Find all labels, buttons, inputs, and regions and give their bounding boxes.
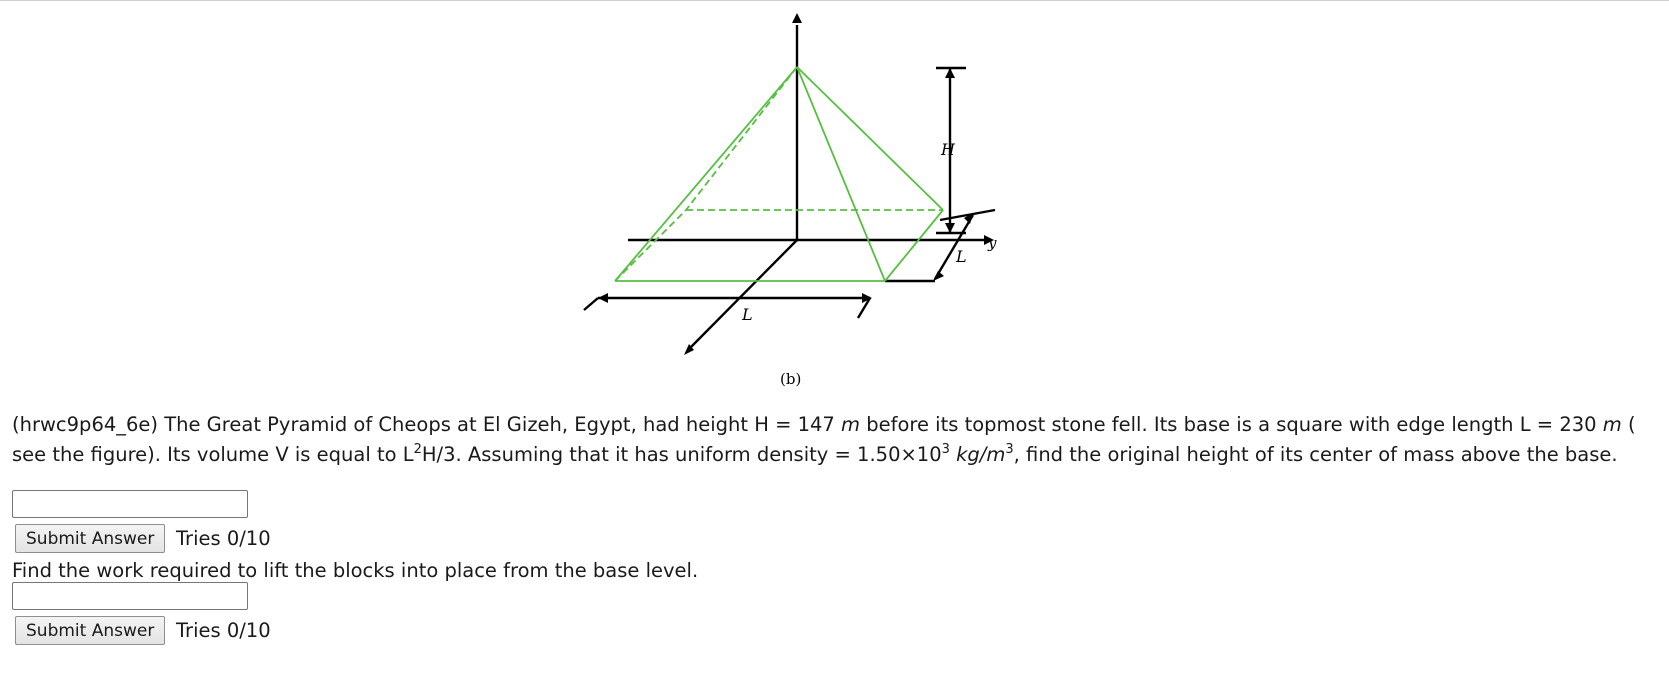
pyramid-diagram bbox=[575, 8, 1015, 400]
superscript: 3 bbox=[1005, 441, 1014, 457]
figure-caption: (b) bbox=[780, 370, 802, 388]
tries-counter-1: Tries 0/10 bbox=[176, 527, 271, 550]
problem-text-part: H/3. Assuming that it has uniform density = 1.50×10 bbox=[421, 443, 942, 466]
pyramid-edge-front-right bbox=[797, 67, 885, 281]
answer-input-2[interactable] bbox=[12, 582, 248, 610]
pyramid-edge-front-left bbox=[615, 67, 797, 281]
x-axis-line bbox=[690, 240, 797, 348]
front-dim-arrow-left bbox=[598, 293, 608, 303]
submit-answer-button-1[interactable]: Submit Answer bbox=[15, 524, 165, 553]
side-dim-arrow-bottom bbox=[933, 271, 944, 281]
unit-density: kg/m bbox=[956, 443, 1006, 466]
submit-answer-button-2[interactable]: Submit Answer bbox=[15, 616, 165, 645]
label-y-axis: y bbox=[988, 234, 997, 252]
pyramid-figure bbox=[575, 8, 1015, 400]
superscript: 3 bbox=[941, 441, 950, 457]
problem-text-part: , find the original height of its center of mass above the base. bbox=[1013, 443, 1618, 466]
unit-meter: m bbox=[841, 413, 861, 436]
label-length-front: L bbox=[742, 305, 753, 324]
z-arrowhead bbox=[792, 13, 802, 23]
problem-text bbox=[12, 410, 1652, 470]
problem-text-part: before its topmost stone fell. Its base is a square with edge length L = 230 bbox=[860, 413, 1603, 436]
unit-meter: m bbox=[1602, 413, 1622, 436]
problem-text-part: ( see the figure). Its volume V is equal to L bbox=[12, 413, 1636, 466]
pyramid-edge-back-right bbox=[797, 67, 943, 210]
answer-input-1[interactable] bbox=[12, 490, 248, 518]
top-divider bbox=[0, 0, 1669, 1]
superscript: 2 bbox=[413, 441, 422, 457]
problem-statement bbox=[12, 410, 1652, 470]
h-arrow-up bbox=[945, 68, 955, 78]
problem-text-part: The Great Pyramid of Cheops at El Gizeh, Egypt, had height H = 147 bbox=[158, 413, 842, 436]
label-length-side: L bbox=[956, 247, 967, 266]
h-arrow-down bbox=[945, 223, 955, 233]
question-2-text: Find the work required to lift the blocks into place from the base level. bbox=[12, 559, 699, 582]
label-height: H bbox=[941, 140, 955, 159]
pyramid-base-right bbox=[885, 210, 943, 281]
tries-counter-2: Tries 0/10 bbox=[176, 619, 271, 642]
pyramid-base-left-hidden bbox=[615, 210, 686, 281]
pyramid-edge-back-left-hidden bbox=[686, 67, 797, 210]
problem-id: (hrwc9p64_6e) bbox=[12, 413, 159, 436]
front-dimension-tick-left bbox=[584, 298, 598, 310]
pyramid-outline bbox=[615, 67, 943, 281]
axes bbox=[584, 25, 995, 348]
